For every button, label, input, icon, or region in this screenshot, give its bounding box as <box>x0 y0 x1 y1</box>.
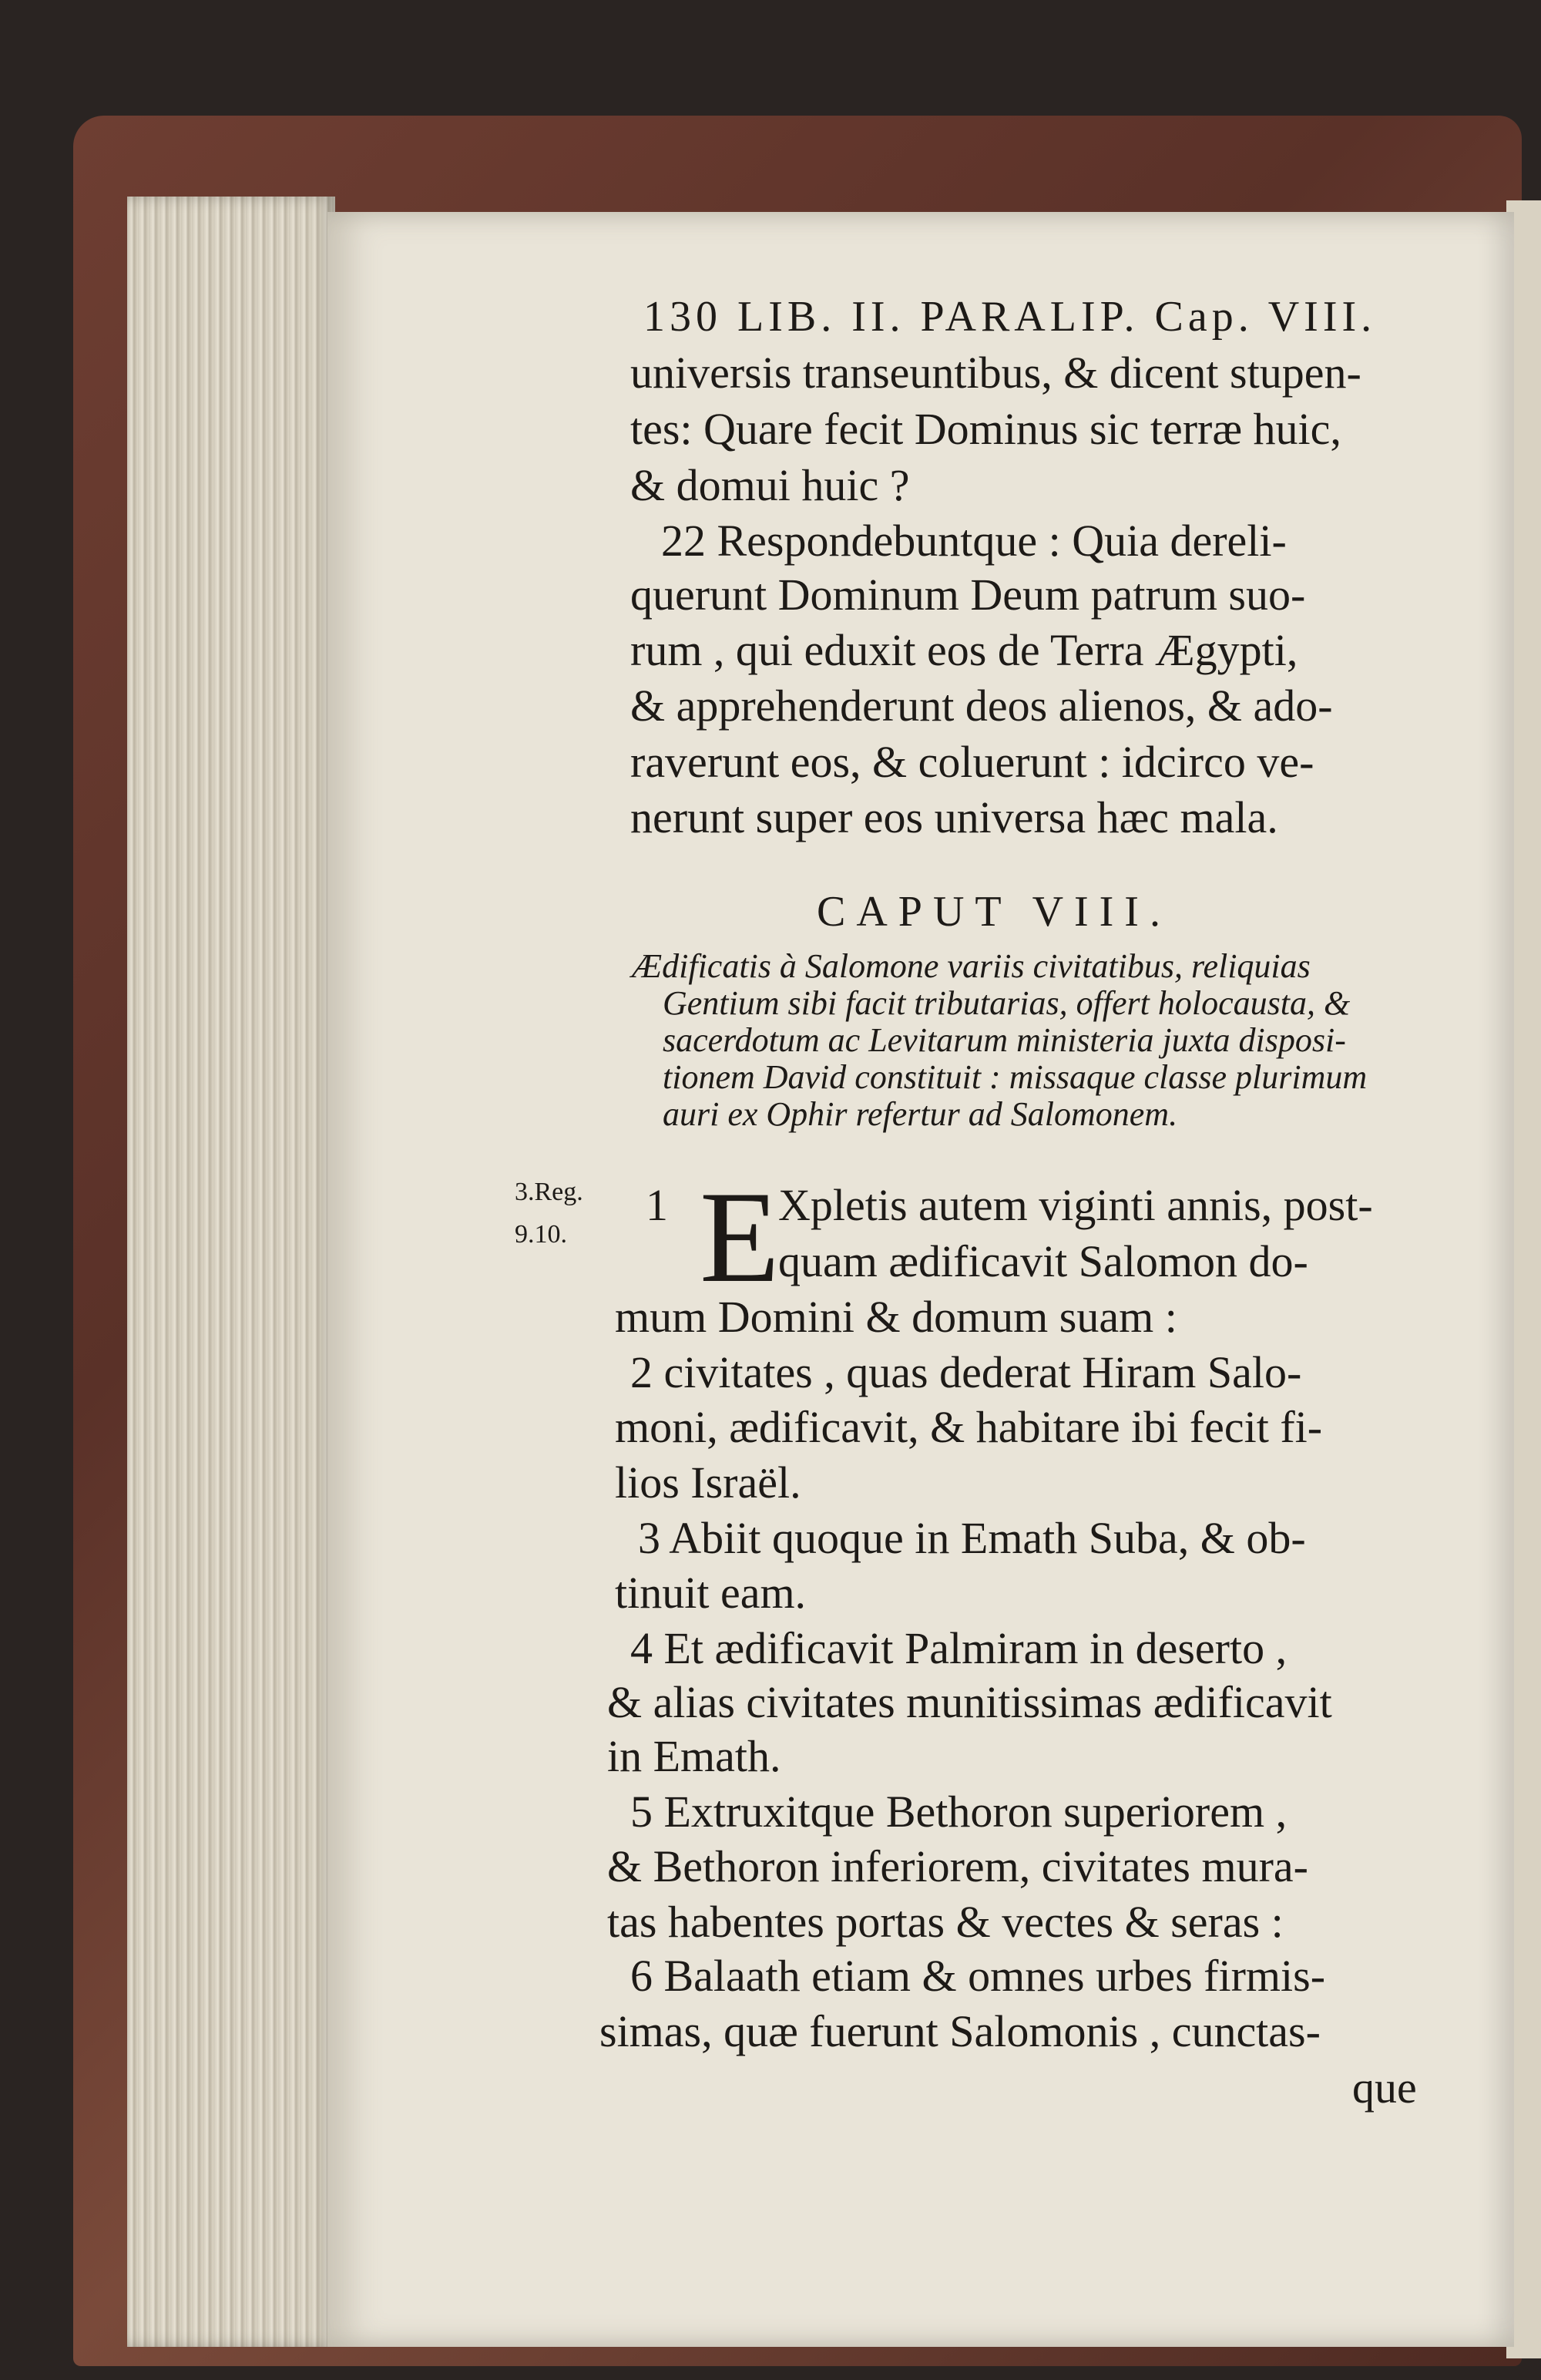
body-line: moni, ædificavit, & habitare ibi fecit fi- <box>615 1402 1323 1452</box>
page-edges <box>127 197 335 2347</box>
drop-capital: E <box>700 1165 780 1309</box>
body-line: & Bethoron inferiorem, civitates mura- <box>607 1841 1308 1891</box>
body-line: universis transeuntibus, & dicent stupen- <box>630 348 1361 398</box>
body-line: 6 Balaath etiam & omnes urbes firmis- <box>630 1951 1326 2001</box>
body-line: Xpletis autem viginti annis, post- <box>778 1180 1373 1230</box>
running-header: 130 LIB. II. PARALIP. Cap. VIII. <box>643 293 1377 341</box>
chapter-summary-line: auri ex Ophir refertur ad Salomonem. <box>663 1095 1178 1133</box>
body-line: simas, quæ fuerunt Salomonis , cunctas- <box>599 2006 1321 2056</box>
body-line: 4 Et ædificavit Palmiram in deserto , <box>630 1623 1288 1673</box>
body-line: & apprehenderunt deos alienos, & ado- <box>630 681 1333 731</box>
catchword: que <box>1352 2062 1417 2113</box>
chapter-summary-line: Ædificatis à Salomone variis civitatibus, reliquias <box>632 947 1311 985</box>
margin-reference: 9.10. <box>515 1220 567 1249</box>
chapter-summary-line: tionem David constituit : missaque classe plurimum <box>663 1058 1368 1096</box>
margin-reference: 3.Reg. <box>515 1178 583 1206</box>
body-line: & alias civitates munitissimas ædificavit <box>607 1677 1332 1727</box>
body-line: mum Domini & domum suam : <box>615 1292 1177 1342</box>
body-line: in Emath. <box>607 1731 781 1781</box>
body-line: raverunt eos, & coluerunt : idcirco ve- <box>630 737 1314 787</box>
body-line: 5 Extruxitque Bethoron superiorem , <box>630 1787 1288 1837</box>
body-line: 22 Respondebuntque : Quia dereli- <box>661 516 1287 566</box>
body-line: quam ædificavit Salomon do- <box>778 1236 1308 1286</box>
body-line: rum , qui eduxit eos de Terra Ægypti, <box>630 625 1298 675</box>
body-line: lios Israël. <box>615 1457 801 1508</box>
body-line: & domui huic ? <box>630 460 910 510</box>
body-line: 2 civitates , quas dederat Hiram Salo- <box>630 1347 1302 1397</box>
body-line: nerunt super eos universa hæc mala. <box>630 792 1278 842</box>
chapter-summary-line: Gentium sibi facit tributarias, offert holocausta, & <box>663 984 1351 1022</box>
body-line: querunt Dominum Deum patrum suo- <box>630 570 1306 620</box>
body-line: 3 Abiit quoque in Emath Suba, & ob- <box>638 1513 1306 1563</box>
body-line: tes: Quare fecit Dominus sic terræ huic, <box>630 404 1341 454</box>
body-line: tinuit eam. <box>615 1568 807 1618</box>
verse-number: 1 <box>646 1180 668 1230</box>
chapter-title: CAPUT VIII. <box>817 888 1171 936</box>
body-line: tas habentes portas & vectes & seras : <box>607 1897 1284 1947</box>
chapter-summary-line: sacerdotum ac Levitarum ministeria juxta disposi- <box>663 1021 1346 1059</box>
